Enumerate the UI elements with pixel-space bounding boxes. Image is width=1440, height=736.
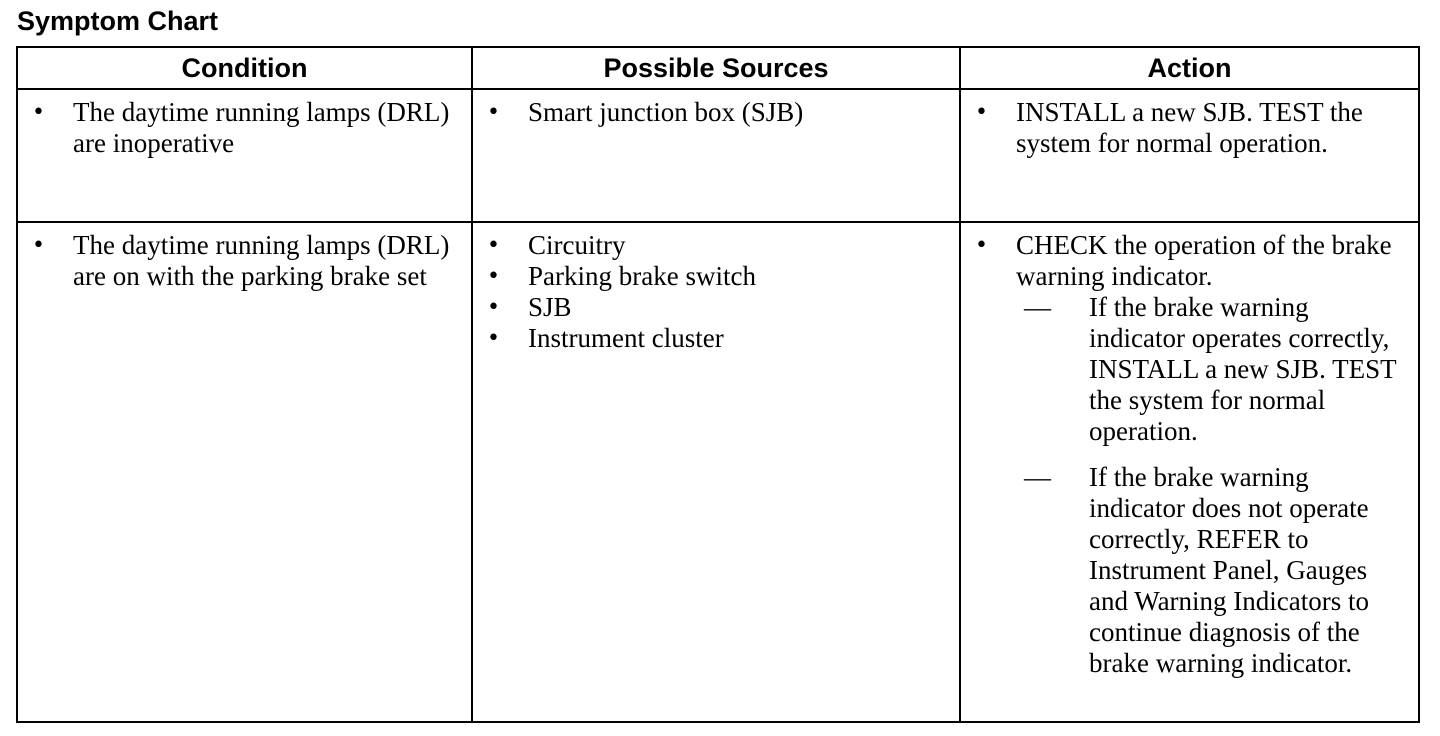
condition-list [18,90,471,159]
source-item: • Circuitry [473,230,959,261]
action-item [961,97,1418,159]
action-sub-item: — If the brake warning indicator operates correctly, INSTALL a new SJB. TEST the system for normal operation. [1024,292,1410,447]
action-cell [960,89,1419,222]
action-list [961,90,1418,159]
action-main-text: CHECK the operation of the brake warning indicator. [1016,230,1392,291]
action-main-text: INSTALL a new SJB. TEST the system for normal operation. [1016,97,1363,158]
condition-text: • The daytime running lamps (DRL) are inoperative [18,97,471,159]
condition-text: • The daytime running lamps (DRL) are on with the parking brake set [18,230,471,292]
source-item: • Instrument cluster [473,323,959,354]
column-header-condition: Condition [17,47,472,89]
column-header-sources: Possible Sources [472,47,960,89]
source-item: • Parking brake switch [473,261,959,292]
action-sub-item: — If the brake warning indicator does not operate correctly, REFER to Instrument Panel, Gauges and Warning Indicators to continue diagnosis of the brake warning indicator. [1024,462,1410,679]
condition-cell [17,222,472,722]
sources-cell [472,89,960,222]
table-row [17,222,1419,722]
condition-cell [17,89,472,222]
source-item: • Smart junction box (SJB) [473,97,959,128]
sources-list [473,90,959,128]
action-cell [960,222,1419,722]
action-sub-list [1016,292,1410,679]
source-item: • SJB [473,292,959,323]
symptom-table [16,46,1420,723]
condition-list [18,223,471,292]
page-title: Symptom Chart [17,6,219,36]
sources-cell [472,222,960,722]
sources-list [473,223,959,354]
table-row [17,89,1419,222]
action-item [961,230,1418,679]
column-header-action: Action [960,47,1419,89]
action-list [961,223,1418,679]
table-header-row [17,47,1419,89]
